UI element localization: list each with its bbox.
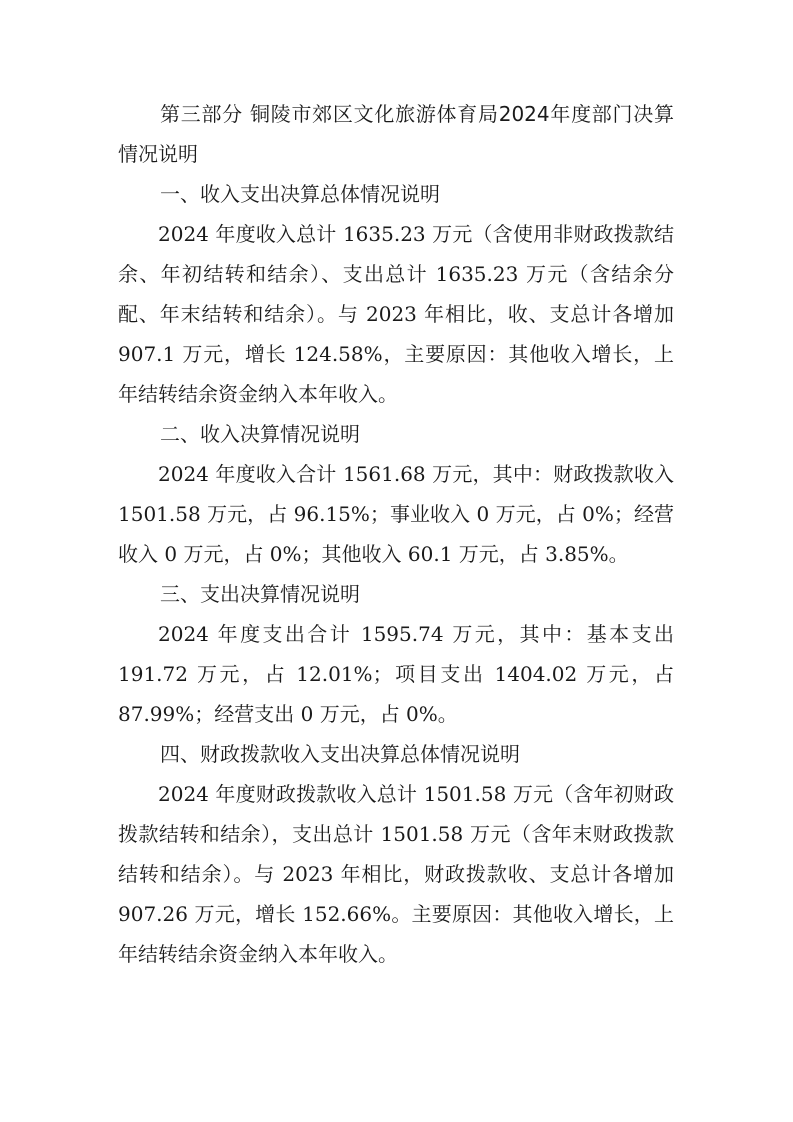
document-title: 第三部分 铜陵市郊区文化旅游体育局2024年度部门决算情况说明 <box>118 102 674 166</box>
document-page <box>118 94 674 974</box>
section-body-2: 2024 年度收入合计 1561.68 万元，其中：财政拨款收入 1501.58 万元，占 96.15%；事业收入 0 万元，占 0%；经营收入 0 万元，占 0%；其他收入 60.1 万元，占 3.85%。 <box>118 462 674 566</box>
section-heading-1: 一、收入支出决算总体情况说明 <box>160 182 440 206</box>
section-heading-3: 三、支出决算情况说明 <box>160 582 360 606</box>
section-body-4: 2024 年度财政拨款收入总计 1501.58 万元（含年初财政拨款结转和结余），支出总计 1501.58 万元（含年末财政拨款结转和结余）。与 2023 年相比，财政拨款收、支总计各增加 907.26 万元，增长 152.66%。主要原因：其他收入增长，上年结转结余资金纳入本年收入。 <box>118 782 674 966</box>
section-heading-2: 二、收入决算情况说明 <box>160 422 360 446</box>
section-body-3: 2024 年度支出合计 1595.74 万元，其中：基本支出 191.72 万元，占 12.01%；项目支出 1404.02 万元，占 87.99%；经营支出 0 万元，占 0%。 <box>118 622 674 726</box>
section-heading-4: 四、财政拨款收入支出决算总体情况说明 <box>160 742 520 766</box>
section-body-1: 2024 年度收入总计 1635.23 万元（含使用非财政拨款结余、年初结转和结余）、支出总计 1635.23 万元（含结余分配、年末结转和结余）。与 2023 年相比，收、支总计各增加 907.1 万元，增长 124.58%，主要原因：其他收入增长，上年结转结余资金纳入本年收入。 <box>118 222 674 406</box>
